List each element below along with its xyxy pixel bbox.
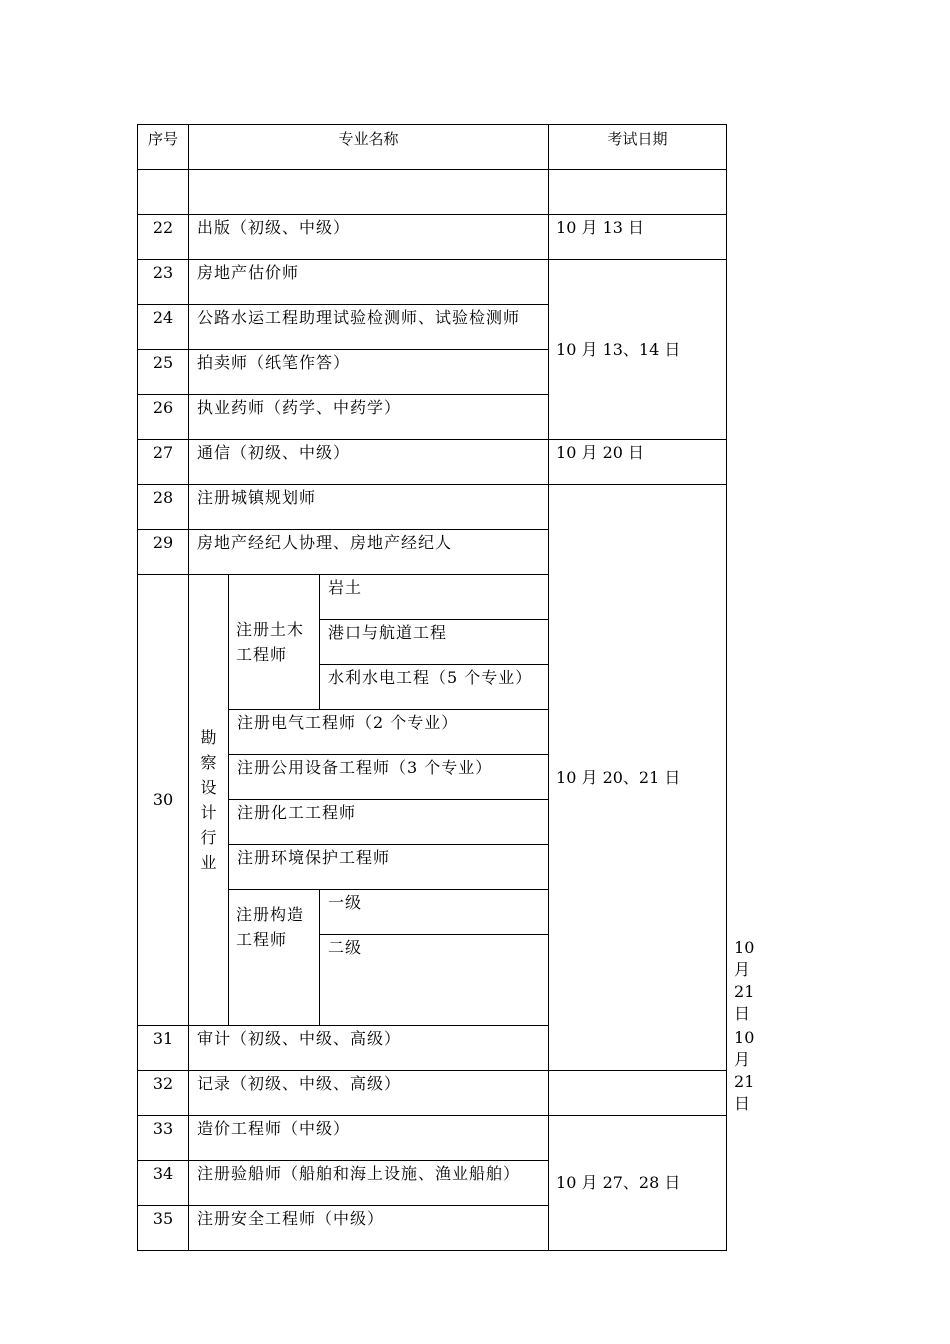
exam-schedule-table [137,124,755,1251]
specialty-name: 拍卖师（纸笔作答） [189,350,549,395]
row-number: 25 [138,350,189,395]
industry-label: 勘察设计行业 [189,575,229,1026]
specialty-name: 一级 [320,890,549,935]
specialty-name: 房地产估价师 [189,260,549,305]
row-number: 33 [138,1116,189,1161]
specialty-name: 通信（初级、中级） [189,440,549,485]
table-row [138,260,727,305]
specialty-name: 注册公用设备工程师（3 个专业） [229,755,549,800]
table-row [138,1071,727,1116]
exam-date: 10 月 20 日 [549,440,727,485]
table-row [138,1116,727,1161]
specialty-name: 注册化工工程师 [229,800,549,845]
row-number: 22 [138,215,189,260]
exam-date: 10 月 13、14 日 [549,260,727,440]
row-number: 28 [138,485,189,530]
row-number: 30 [138,575,189,1026]
specialty-name: 注册电气工程师（2 个专业） [229,710,549,755]
row-number: 34 [138,1161,189,1206]
table-row [138,215,727,260]
table-row [138,440,727,485]
row-number: 31 [138,1026,189,1071]
empty-cell [549,170,727,215]
empty-cell [189,170,549,215]
header-date: 考试日期 [549,125,727,170]
table-row [138,485,727,530]
structural-engineer-group: 注册构造工程师 [229,890,320,1026]
specialty-name: 注册验船师（船舶和海上设施、渔业船舶） [189,1161,549,1206]
empty-row [138,170,727,215]
table-row: 二级 10 月 21 日 [138,935,727,1026]
specialty-name: 注册环境保护工程师 [229,845,549,890]
specialty-name: 岩土 [320,575,549,620]
specialty-name: 公路水运工程助理试验检测师、试验检测师 [189,305,549,350]
empty-cell [138,170,189,215]
exam-date: 10 月 20、21 日 [549,485,727,1071]
row-number: 23 [138,260,189,305]
exam-date: 10 月 27、28 日 [549,1116,727,1251]
specialty-name: 注册安全工程师（中级） [189,1206,549,1251]
exam-date: 10 月 13 日 [549,215,727,260]
header-name: 专业名称 [189,125,549,170]
row-number: 24 [138,305,189,350]
specialty-name: 注册城镇规划师 [189,485,549,530]
header-seq: 序号 [138,125,189,170]
specialty-name: 造价工程师（中级） [189,1116,549,1161]
table-row: 31 审计（初级、中级、高级） 10 月 21 日 [138,1026,727,1071]
row-number: 29 [138,530,189,575]
specialty-name: 二级 [320,935,549,1026]
specialty-name: 房地产经纪人协理、房地产经纪人 [189,530,549,575]
table-header-row [138,125,727,170]
row-number: 32 [138,1071,189,1116]
specialty-name: 记录（初级、中级、高级） [189,1071,549,1116]
specialty-name: 审计（初级、中级、高级） [189,1026,549,1071]
civil-engineer-group: 注册土木工程师 [229,575,320,710]
row-number: 26 [138,395,189,440]
specialty-name: 港口与航道工程 [320,620,549,665]
row-number: 35 [138,1206,189,1251]
specialty-name: 水利水电工程（5 个专业） [320,665,549,710]
specialty-name: 执业药师（药学、中药学） [189,395,549,440]
specialty-name: 出版（初级、中级） [189,215,549,260]
row-number: 27 [138,440,189,485]
